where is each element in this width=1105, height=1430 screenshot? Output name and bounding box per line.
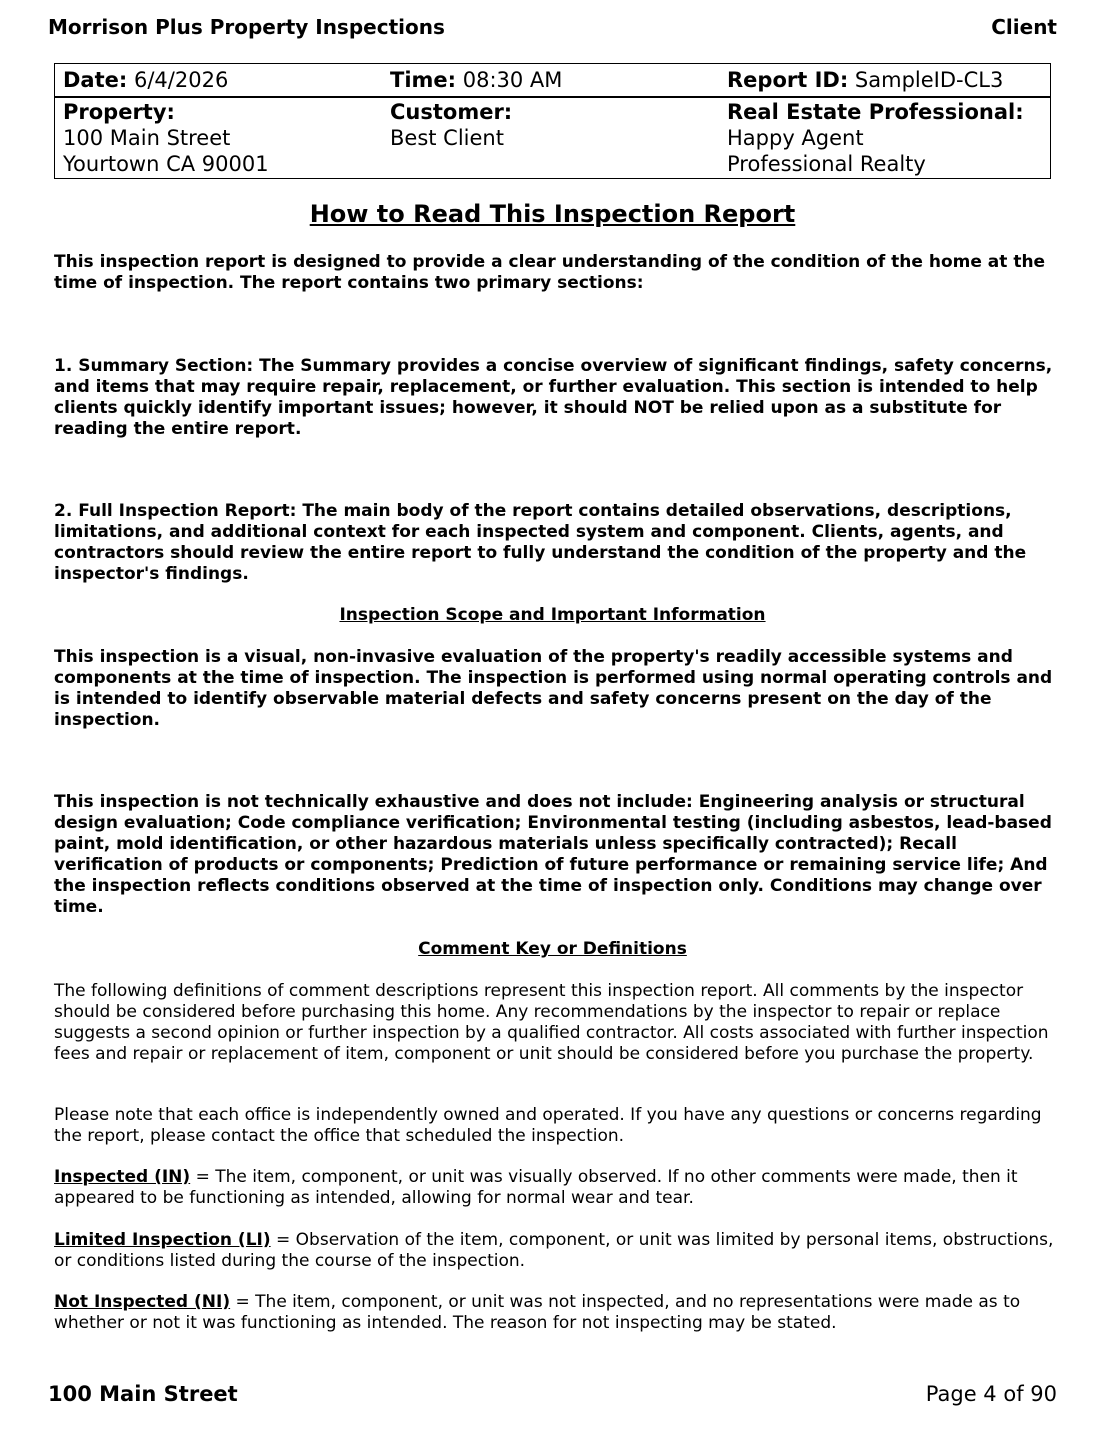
agent-label: Real Estate Professional: xyxy=(727,100,1024,124)
term-limited: Limited Inspection (LI) xyxy=(54,1230,271,1250)
term-inspected: Inspected (IN) xyxy=(54,1167,191,1187)
page-title: How to Read This Inspection Report xyxy=(309,200,796,228)
page-footer xyxy=(48,1380,1057,1408)
page-header xyxy=(48,14,1057,40)
report-info-table xyxy=(54,63,1051,179)
time-label: Time: xyxy=(390,68,457,92)
date-label: Date: xyxy=(63,68,128,92)
customer-label: Customer: xyxy=(390,100,513,124)
definition-not-inspected-text: = The item, component, or unit was not inspected, and no representations were made as to whether or not it was functioning as intended. The reason for not inspecting may be stated. xyxy=(54,1292,1021,1333)
comment-key-heading: Comment Key or Definitions xyxy=(418,939,687,959)
agent-cell xyxy=(727,99,1024,177)
customer-cell xyxy=(390,99,512,151)
term-not-inspected: Not Inspected (NI) xyxy=(54,1292,231,1312)
date-cell xyxy=(63,67,228,93)
definition-not-inspected xyxy=(54,1292,1054,1334)
report-id-label: Report ID: xyxy=(727,68,849,92)
definition-inspected xyxy=(54,1167,1054,1209)
full-report-paragraph: 2. Full Inspection Report: The main body of the report contains detailed observations, descriptions, limitations, and additional context for each inspected system and component. Clients, agents, and contractors should review the entire report to fully understand the condition of the property and the inspector's findings. xyxy=(54,501,1027,584)
page-number: Page 4 of 90 xyxy=(925,1382,1057,1406)
footer-address: 100 Main Street xyxy=(48,1382,238,1406)
definition-inspected-text: = The item, component, or unit was visually observed. If no other comments were made, then it appeared to be functioning as intended, allowing for normal wear and tear. xyxy=(54,1167,1018,1208)
definition-limited-text: = Observation of the item, component, or unit was limited by personal items, obstructions, or conditions listed during the course of the inspection. xyxy=(54,1230,1054,1271)
summary-section-paragraph: 1. Summary Section: The Summary provides a concise overview of significant findings, safety concerns, and items that may require repair, replacement, or further evaluation. This section is intended to help clients quickly identify important issues; however, it should NOT be relied upon as a substitute for reading the entire report. xyxy=(54,356,1053,439)
property-line-1: 100 Main Street xyxy=(63,126,231,150)
info-row-date xyxy=(55,64,1050,98)
agent-company: Professional Realty xyxy=(727,152,926,176)
scope-paragraph-2: This inspection is not technically exhaustive and does not include: Engineering analysis or structural design evaluation; Code compliance verification; Environmental testing (including asbestos, lead-based paint, mold identification, or other hazardous materials unless specifically contracted); Recall verification of products or components; Prediction of future performance or remaining service life; And the inspection reflects conditions observed at the time of inspection only. Conditions may change over time. xyxy=(54,792,1052,917)
time-value: 08:30 AM xyxy=(462,68,563,92)
comment-key-intro: The following definitions of comment descriptions represent this inspection report. All comments by the inspector should be considered before purchasing this home. Any recommendations by the inspector to repair or replace suggests a second opinion or further inspection by a qualified contractor. All costs associated with further inspection fees and repair or replacement of item, component or unit should be considered before you purchase the property. xyxy=(54,981,1049,1064)
report-id-cell xyxy=(727,67,1003,93)
report-audience: Client xyxy=(991,15,1057,39)
agent-name: Happy Agent xyxy=(727,126,864,150)
property-label: Property: xyxy=(63,100,175,124)
customer-name: Best Client xyxy=(390,126,504,150)
intro-paragraph: This inspection report is designed to provide a clear understanding of the condition of the home at the time of inspection. The report contains two primary sections: xyxy=(54,252,1046,293)
property-cell xyxy=(63,99,269,177)
office-note: Please note that each office is independently owned and operated. If you have any questions or concerns regarding the report, please contact the office that scheduled the inspection. xyxy=(54,1105,1042,1146)
definition-limited xyxy=(54,1230,1054,1272)
company-name: Morrison Plus Property Inspections xyxy=(48,15,445,39)
scope-paragraph-1: This inspection is a visual, non-invasive evaluation of the property's readily accessible systems and components at the time of inspection. The inspection is performed using normal operating controls and is intended to identify observable material defects and safety concerns present on the day of the inspection. xyxy=(54,647,1053,730)
scope-heading: Inspection Scope and Important Information xyxy=(339,605,766,625)
time-cell xyxy=(390,67,562,93)
date-value: 6/4/2026 xyxy=(133,68,229,92)
property-line-2: Yourtown CA 90001 xyxy=(63,152,269,176)
report-id-value: SampleID-CL3 xyxy=(854,68,1004,92)
